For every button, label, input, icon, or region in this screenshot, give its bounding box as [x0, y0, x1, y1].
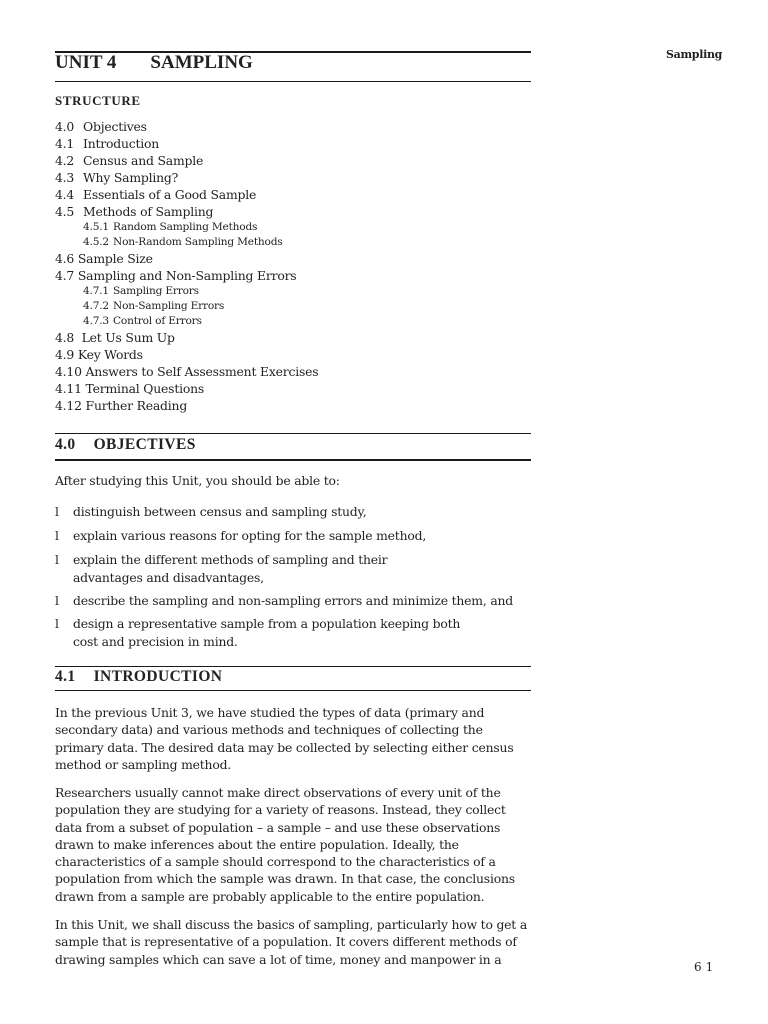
table-of-contents	[55, 118, 531, 414]
introduction-top-rule	[55, 666, 531, 667]
introduction-heading: 4.1 INTRODUCTION	[55, 668, 223, 685]
toc-subitem: 4.5.1 Random Sampling Methods	[83, 221, 258, 233]
introduction-bottom-rule	[55, 690, 531, 691]
toc-item: 4.8 Let Us Sum Up	[55, 330, 175, 345]
toc-subitem: 4.7.1 Sampling Errors	[83, 285, 199, 297]
toc-subitem: 4.5.2 Non-Random Sampling Methods	[83, 236, 283, 248]
structure-heading: STRUCTURE	[55, 93, 141, 108]
toc-subitem: 4.7.3 Control of Errors	[83, 315, 202, 327]
introduction-paragraph: Researchers usually cannot make direct observations of every unit of the population they are studying for a variety of reasons. Instead, they collect data from a subset of population – a sample – and use these observations drawn to make inferences about the entire population. Ideally, the characteristics of a sample should correspond to the characteristics of a population from which the sample was drawn. In that case, the conclusions drawn from a sample are probably applicable to the entire population.	[55, 785, 515, 904]
toc-item: 4.12 Further Reading	[55, 398, 188, 413]
toc-item: 4.9 Key Words	[55, 347, 143, 362]
running-head: Sampling	[666, 48, 723, 61]
objective-bullet: l design a representative sample from a population keeping both cost and precision in mind.	[55, 616, 461, 649]
objectives-heading: 4.0 OBJECTIVES	[55, 436, 196, 453]
toc-item: 4.2 Census and Sample	[55, 153, 204, 168]
toc-item: 4.11 Terminal Questions	[55, 381, 205, 396]
toc-item: 4.10 Answers to Self Assessment Exercises	[55, 364, 319, 379]
objectives-top-rule	[55, 433, 531, 434]
toc-item: 4.6 Sample Size	[55, 251, 153, 266]
toc-item: 4.3 Why Sampling?	[55, 170, 179, 185]
objective-bullet: l explain various reasons for opting for the sample method,	[55, 528, 427, 543]
unit-title	[55, 52, 253, 74]
toc-item: 4.4 Essentials of a Good Sample	[55, 187, 257, 202]
unit-number: UNIT 4	[55, 52, 117, 73]
objectives-intro: After studying this Unit, you should be able to:	[55, 473, 340, 488]
toc-subitem: 4.7.2 Non-Sampling Errors	[83, 300, 225, 312]
objective-bullet: l explain the different methods of sampling and their advantages and disadvantages,	[55, 552, 388, 585]
page-number: 61	[694, 960, 718, 974]
title-bottom-rule	[55, 81, 531, 82]
objectives-bottom-rule	[55, 459, 531, 461]
introduction-paragraph: In the previous Unit 3, we have studied the types of data (primary and secondary data) and various methods and techniques of collecting the primary data. The desired data may be collected by selecting either census method or sampling method.	[55, 705, 514, 772]
objective-bullet: l describe the sampling and non-sampling errors and minimize them, and	[55, 593, 514, 608]
unit-name: SAMPLING	[150, 52, 253, 73]
objective-bullet: l distinguish between census and sampling study,	[55, 504, 367, 519]
toc-item: 4.0 Objectives	[55, 119, 147, 134]
toc-item: 4.5 Methods of Sampling	[55, 204, 214, 219]
introduction-paragraph: In this Unit, we shall discuss the basics of sampling, particularly how to get a sample that is representative of a population. It covers different methods of drawing samples which can save a lot of time, money and manpower in a	[55, 917, 528, 967]
toc-item: 4.1 Introduction	[55, 136, 160, 151]
toc-item: 4.7 Sampling and Non-Sampling Errors	[55, 268, 297, 283]
